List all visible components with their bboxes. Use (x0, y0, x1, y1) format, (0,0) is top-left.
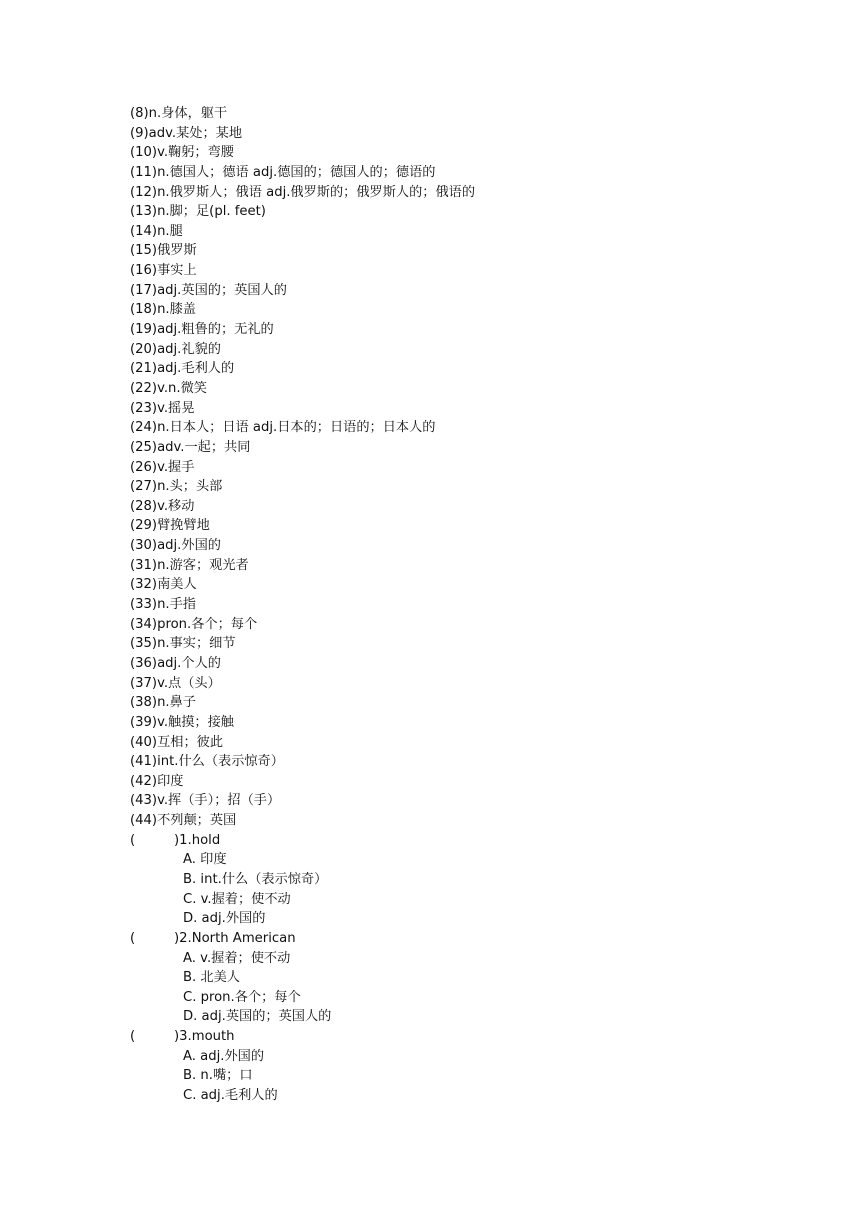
definition-line: (13)n.脚；足(pl. feet) (130, 204, 266, 220)
question-word: )3.mouth (174, 1029, 235, 1045)
answer-option: C. adj.毛利人的 (183, 1088, 278, 1104)
definition-line: (31)n.游客；观光者 (130, 557, 249, 573)
definition-line: (11)n.德国人；德语 adj.德国的；德国人的；德语的 (130, 164, 436, 180)
definition-line: (32)南美人 (130, 577, 197, 593)
definition-line: (18)n.膝盖 (130, 302, 196, 318)
definition-line: (39)v.触摸；接触 (130, 714, 234, 730)
definition-line: (22)v.n.微笑 (130, 380, 207, 396)
definition-line: (23)v.摇晃 (130, 400, 195, 416)
definition-line: (17)adj.英国的；英国人的 (130, 282, 287, 298)
definition-line: (34)pron.各个；每个 (130, 616, 258, 632)
definition-line: (37)v.点（头） (130, 675, 221, 691)
definition-line: (33)n.手指 (130, 597, 196, 613)
definition-line: (20)adj.礼貌的 (130, 341, 221, 357)
question-word: )1.hold (174, 832, 221, 848)
question-stem (130, 831, 730, 851)
definition-line: (10)v.鞠躬；弯腰 (130, 145, 234, 161)
definition-line: (24)n.日本人；日语 adj.日本的；日语的；日本人的 (130, 420, 436, 436)
answer-option: C. v.握着；使不动 (183, 891, 291, 907)
answer-blank[interactable]: ( (130, 930, 136, 946)
definition-line: (28)v.移动 (130, 498, 195, 514)
definition-line: (19)adj.粗鲁的；无礼的 (130, 322, 274, 338)
answer-blank[interactable]: ( (130, 1029, 136, 1045)
definition-line: (36)adj.个人的 (130, 655, 221, 671)
definition-line: (25)adv.一起；共同 (130, 439, 251, 455)
definition-line: (26)v.握手 (130, 459, 195, 475)
definition-line: (42)印度 (130, 773, 184, 789)
worksheet (130, 104, 730, 1106)
definition-line: (41)int.什么（表示惊奇） (130, 754, 284, 770)
answer-option: A. adj.外国的 (183, 1048, 265, 1064)
definition-line: (9)adv.某处；某地 (130, 125, 243, 141)
definition-line: (15)俄罗斯 (130, 243, 197, 259)
definition-line: (38)n.鼻子 (130, 695, 196, 711)
question-list (130, 831, 730, 1106)
answer-option: C. pron.各个；每个 (183, 989, 301, 1005)
question-stem (130, 1027, 730, 1047)
answer-option: D. adj.英国的；英国人的 (183, 1009, 332, 1025)
answer-option: A. v.握着；使不动 (183, 950, 291, 966)
answer-option: B. int.什么（表示惊奇） (183, 871, 328, 887)
definition-line: (14)n.腿 (130, 223, 183, 239)
answer-option: D. adj.外国的 (183, 911, 266, 927)
definition-line: (27)n.头；头部 (130, 479, 223, 495)
answer-option: B. n.嘴；口 (183, 1068, 253, 1084)
definition-line: (21)adj.毛利人的 (130, 361, 235, 377)
answer-option: B. 北美人 (183, 970, 240, 986)
definition-line: (16)事实上 (130, 263, 197, 279)
definition-line: (8)n.身体，躯干 (130, 106, 228, 121)
definition-line: (40)互相；彼此 (130, 734, 224, 750)
answer-option: A. 印度 (183, 852, 227, 868)
definition-list (130, 104, 730, 831)
definition-line: (43)v.挥（手）；招（手） (130, 793, 281, 809)
definition-line: (29)臂挽臂地 (130, 518, 210, 534)
definition-line: (35)n.事实；细节 (130, 636, 236, 652)
definition-line: (12)n.俄罗斯人；俄语 adj.俄罗斯的；俄罗斯人的；俄语的 (130, 184, 476, 200)
question-stem (130, 929, 730, 949)
answer-blank[interactable]: ( (130, 832, 136, 848)
definition-line: (44)不列颠；英国 (130, 813, 237, 829)
definition-line: (30)adj.外国的 (130, 538, 221, 554)
question-word: )2.North American (174, 930, 296, 946)
